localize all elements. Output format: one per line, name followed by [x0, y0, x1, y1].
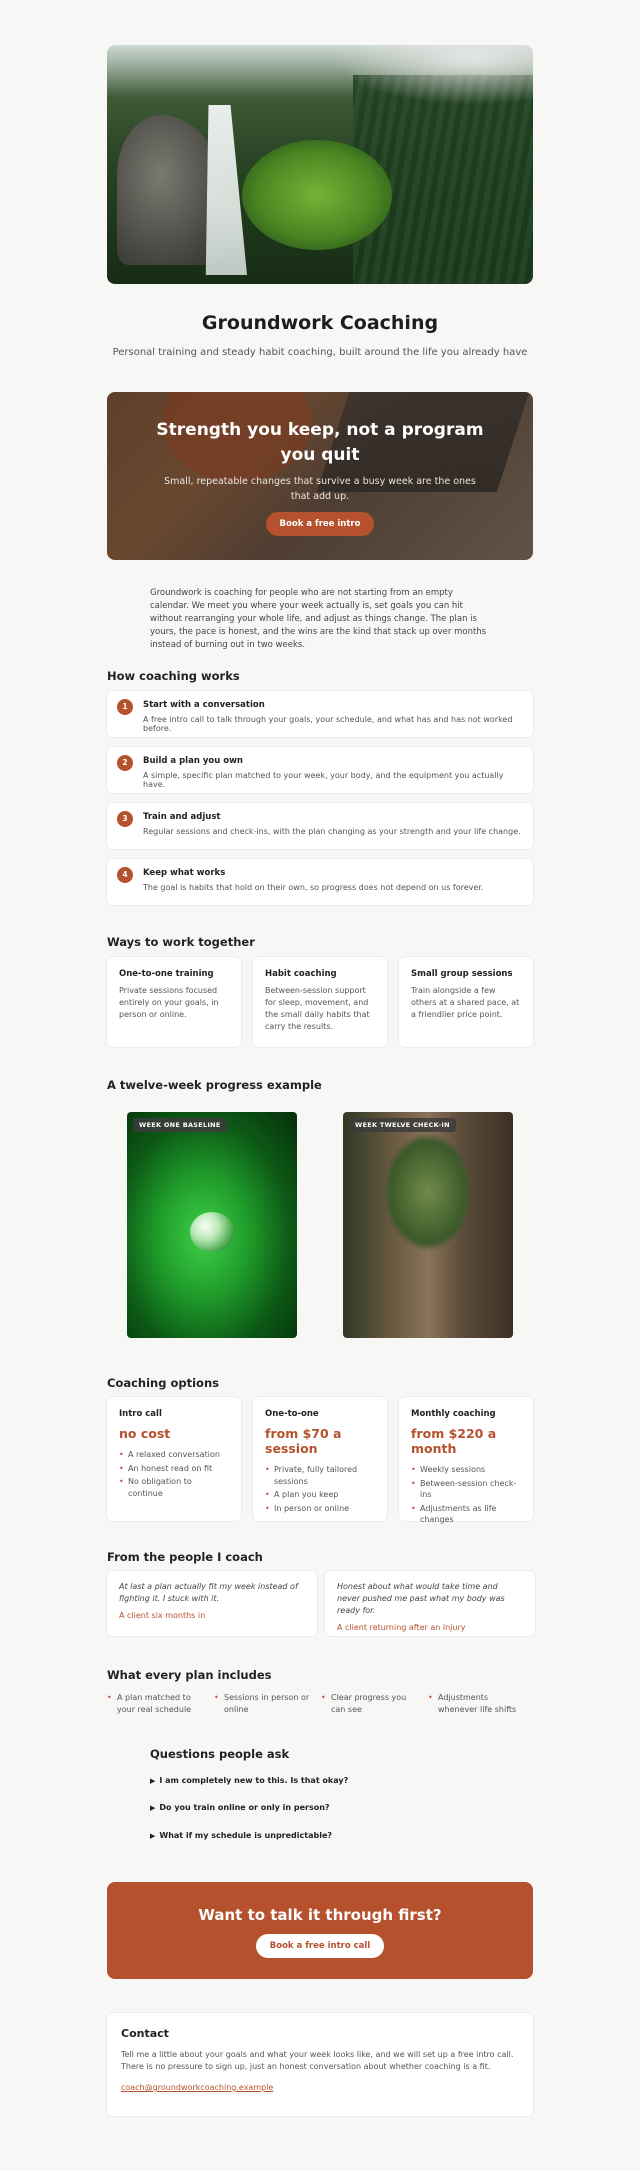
contact-card	[107, 2013, 533, 2116]
plan-feature: • A plan you keep	[265, 1489, 375, 1501]
price-card	[107, 1397, 241, 1521]
week-twelve-photo	[343, 1112, 513, 1338]
plan-feature: • No obligation to continue	[119, 1476, 229, 1499]
contact-title: Contact	[121, 2027, 169, 2040]
plan-feature: • Private, fully tailored sessions	[265, 1464, 375, 1487]
plan-feature: • Adjustments as life changes	[411, 1503, 521, 1526]
way-title: Habit coaching	[265, 969, 337, 979]
step-number: 3	[117, 811, 133, 827]
hero-headline: Strength you keep, not a program you quit	[156, 420, 484, 465]
intro-text: Groundwork is coaching for people who are not starting from an empty calendar. We meet you where your week actually is, set goals you can hit without rearranging your whole life, and adjust as things change. The plan is yours, the pace is honest, and the wins are the kind that stack up over months instead of burning out in two weeks.	[150, 588, 487, 650]
way-card	[107, 957, 241, 1047]
week-twelve-label: WEEK TWELVE CHECK-IN	[349, 1118, 456, 1132]
hero-banner	[107, 392, 533, 560]
way-desc: Between-session support for sleep, movement, and the small daily habits that carry the results.	[265, 986, 370, 1031]
testimonial-author: A client returning after an injury	[337, 1623, 466, 1632]
price-card	[253, 1397, 387, 1521]
faq-item[interactable]	[150, 1831, 332, 1840]
week-one-label: WEEK ONE BASELINE	[133, 1118, 227, 1132]
disclosure-triangle-icon: ▶	[150, 1777, 156, 1785]
progress-title: A twelve-week progress example	[107, 1078, 322, 1092]
testimonial-author: A client six months in	[119, 1611, 206, 1620]
contact-body: Tell me a little about your goals and what your week looks like, and we will set up a free intro call. There is no pressure to sign up, just an honest conversation about whether coaching is a fit.	[121, 2050, 514, 2071]
step-title: Start with a conversation	[143, 700, 265, 710]
step-title: Build a plan you own	[143, 756, 243, 766]
plan-feature: • A relaxed conversation	[119, 1449, 229, 1461]
include-item: • Clear progress you can see	[321, 1692, 423, 1716]
step-card	[107, 747, 533, 793]
plan-name: One-to-one	[265, 1409, 319, 1419]
plan-feature: • Between-session check-ins	[411, 1478, 521, 1501]
way-desc: Private sessions focused entirely on your goals, in person or online.	[119, 986, 219, 1019]
plan-price: no cost	[119, 1426, 171, 1441]
faq-question: I am completely new to this. Is that okay?	[159, 1776, 349, 1785]
way-card	[253, 957, 387, 1047]
ways-title: Ways to work together	[107, 935, 255, 949]
plan-price: from $70 a session	[265, 1426, 342, 1456]
testimonial-quote: At last a plan actually fit my week instead of fighting it. I stuck with it.	[119, 1582, 298, 1603]
testimonial-card	[107, 1571, 317, 1636]
disclosure-triangle-icon: ▶	[150, 1804, 156, 1812]
step-desc: Regular sessions and check-ins, with the plan changing as your strength and your life change.	[143, 827, 521, 836]
include-item: • Adjustments whenever life shifts	[428, 1692, 530, 1716]
way-desc: Train alongside a few others at a shared pace, at a friendlier price point.	[411, 986, 520, 1019]
faq-item[interactable]	[150, 1776, 348, 1785]
cta-panel	[107, 1882, 533, 1979]
week-one-photo	[127, 1112, 297, 1338]
price-card	[399, 1397, 533, 1524]
book-intro-button[interactable]: Book a free intro	[266, 512, 375, 536]
step-number: 4	[117, 867, 133, 883]
hero-subtext: Small, repeatable changes that survive a busy week are the ones that add up.	[164, 476, 476, 502]
step-title: Train and adjust	[143, 812, 221, 822]
tagline: Personal training and steady habit coaching, built around the life you already have	[112, 347, 528, 358]
step-card	[107, 803, 533, 849]
step-desc: A free intro call to talk through your goals, your schedule, and what has and has not worked before.	[143, 715, 513, 733]
way-title: One-to-one training	[119, 969, 214, 979]
step-title: Keep what works	[143, 868, 226, 878]
plan-feature: • An honest read on fit	[119, 1463, 229, 1475]
faq-title: Questions people ask	[150, 1747, 290, 1761]
way-title: Small group sessions	[411, 969, 513, 979]
step-card	[107, 859, 533, 905]
disclosure-triangle-icon: ▶	[150, 1832, 156, 1840]
step-desc: A simple, specific plan matched to your week, your body, and the equipment you actually have.	[143, 771, 504, 789]
faq-question: Do you train online or only in person?	[159, 1803, 330, 1812]
step-number: 2	[117, 755, 133, 771]
plan-name: Intro call	[119, 1409, 162, 1419]
includes-title: What every plan includes	[107, 1668, 272, 1682]
plan-feature: • In person or online	[265, 1503, 375, 1515]
plan-price: from $220 a month	[411, 1426, 497, 1456]
step-desc: The goal is habits that hold on their own, so progress does not depend on us forever.	[143, 883, 484, 892]
plan-name: Monthly coaching	[411, 1409, 496, 1419]
how-title: How coaching works	[107, 669, 240, 683]
way-card	[399, 957, 533, 1047]
step-number: 1	[117, 699, 133, 715]
book-intro-call-button[interactable]: Book a free intro call	[256, 1934, 384, 1958]
step-card	[107, 691, 533, 737]
plan-feature: • Weekly sessions	[411, 1464, 521, 1476]
include-item: • A plan matched to your real schedule	[107, 1692, 209, 1716]
include-item: • Sessions in person or online	[214, 1692, 316, 1716]
page-title: Groundwork Coaching	[201, 312, 439, 334]
testimonials-title: From the people I coach	[107, 1550, 263, 1564]
testimonial-quote: Honest about what would take time and never pushed me past what my body was ready for.	[337, 1582, 505, 1615]
faq-item[interactable]	[150, 1803, 330, 1812]
cta-headline: Want to talk it through first?	[198, 1906, 442, 1924]
pricing-title: Coaching options	[107, 1376, 219, 1390]
faq-question: What if my schedule is unpredictable?	[159, 1831, 333, 1840]
contact-email-link[interactable]: coach@groundworkcoaching.example	[121, 2083, 274, 2092]
hero-waterfall-image	[107, 45, 533, 284]
testimonial-card	[325, 1571, 535, 1636]
